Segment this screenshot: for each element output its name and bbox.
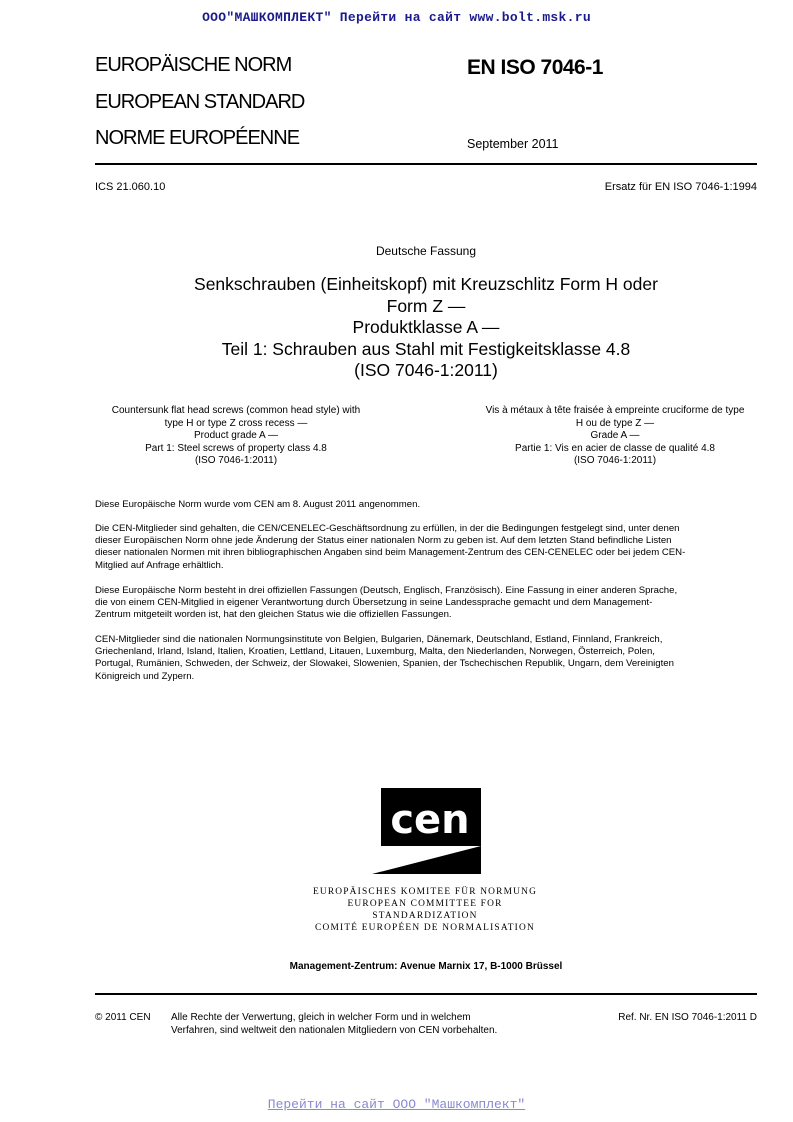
- english-title: [95, 405, 377, 468]
- french-title-line: Vis à métaux à tête fraisée à empreinte cruciforme de type: [485, 405, 745, 416]
- paragraph-line: Die CEN-Mitglieder sind gehalten, die CEN/CENELEC-Geschäftsordnung zu erfüllen, in der die Bedingungen festgelegt sind, unter denen: [95, 523, 680, 534]
- ics-code: ICS 21.060.10: [95, 181, 166, 193]
- paragraph-obligations: [95, 523, 757, 572]
- paragraph-line: Diese Europäische Norm besteht in drei offiziellen Fassungen (Deutsch, Englisch, Französisch). Eine Fassung in einer anderen Sprache,: [95, 585, 678, 596]
- paragraph-line: die von einem CEN-Mitglied in eigener Verantwortung durch Übersetzung in seine Landessprache gemacht und dem Management-: [95, 597, 653, 609]
- english-title-line: Product grade A —: [194, 430, 278, 441]
- paragraph-line: Griechenland, Irland, Island, Italien, Kroatien, Lettland, Litauen, Luxemburg, Malta, den Niederlanden, Norwegen, Österreich, Polen,: [95, 646, 655, 658]
- standard-number: EN ISO 7046-1: [467, 56, 603, 79]
- title-line: Senkschrauben (Einheitskopf) mit Kreuzschlitz Form H oder: [194, 274, 658, 294]
- paragraph-line: Zentrum mitgeteilt worden ist, hat den gleichen Status wie die offiziellen Fassungen.: [95, 609, 452, 621]
- english-title-line: Countersunk flat head screws (common head style) with: [111, 405, 361, 416]
- header-line-en: EUROPEAN STANDARD: [95, 91, 305, 113]
- french-title: [470, 405, 760, 468]
- committee-line: EUROPÄISCHES KOMITEE FÜR NORMUNG: [312, 887, 538, 897]
- french-title-line: (ISO 7046-1:2011): [573, 455, 657, 466]
- paragraph-line: Mitglied auf Anfrage erhältlich.: [95, 559, 224, 571]
- committee-line: EUROPEAN COMMITTEE FOR STANDARDIZATION: [347, 899, 503, 921]
- reference-number: Ref. Nr. EN ISO 7046-1:2011 D: [618, 1012, 757, 1023]
- bottom-banner-link[interactable]: Перейти на сайт ООО "Машкомплект": [267, 1097, 526, 1112]
- cen-logo-text: cen: [390, 797, 470, 843]
- paragraph-line: Diese Europäische Norm wurde vom CEN am 8. August 2011 angenommen.: [95, 499, 421, 510]
- title-line: Produktklasse A —: [352, 317, 500, 337]
- title-line: Form Z —: [386, 295, 466, 316]
- title-line: Teil 1: Schrauben aus Stahl mit Festigkeitsklasse 4.8: [221, 338, 631, 359]
- top-banner: [0, 10, 793, 25]
- english-title-line: (ISO 7046-1:2011): [194, 455, 278, 466]
- copyright: © 2011 CEN: [95, 1012, 151, 1023]
- paragraph-members: [95, 634, 757, 683]
- header-divider: [95, 163, 757, 165]
- supersedes-note: Ersatz für EN ISO 7046-1:1994: [604, 181, 757, 193]
- header-line-fr: NORME EUROPÉENNE: [95, 127, 300, 149]
- header-line-de: EUROPÄISCHE NORM: [95, 54, 292, 76]
- cen-logo: [372, 786, 482, 876]
- english-title-line: type H or type Z cross recess —: [164, 417, 308, 429]
- french-title-line: Grade A —: [590, 430, 640, 441]
- version-label: Deutsche Fassung: [375, 244, 477, 258]
- rights-line: Alle Rechte der Verwertung, gleich in welcher Form und in welchem: [171, 1012, 471, 1023]
- publication-date: September 2011: [467, 137, 559, 151]
- paragraph-versions: [95, 585, 757, 622]
- french-title-line: Partie 1: Vis en acier de classe de qualité 4.8: [515, 442, 715, 454]
- rights-statement: [171, 1012, 497, 1037]
- management-centre-address: Management-Zentrum: Avenue Marnix 17, B-1000 Brüssel: [289, 961, 563, 972]
- rights-line: Verfahren, sind weltweit den nationalen Mitgliedern von CEN vorbehalten.: [171, 1024, 498, 1036]
- document-title: [95, 274, 757, 382]
- paragraph-line: Königreich und Zypern.: [95, 670, 195, 682]
- paragraph-line: dieser nationalen Normen mit ihren bibliographischen Angaben sind beim Management-Zentrum des CEN-CENELEC oder bei jedem CEN-: [95, 547, 686, 559]
- french-title-line: H ou de type Z —: [575, 417, 655, 429]
- footer-divider: [95, 993, 757, 995]
- top-banner-link[interactable]: ООО"МАШКОМПЛЕКТ" Перейти на сайт www.bolt.msk.ru: [202, 10, 591, 25]
- paragraph-line: CEN-Mitglieder sind die nationalen Normungsinstitute von Belgien, Bulgarien, Dänemark, Deutschland, Estland, Finnland, Frankreich,: [95, 634, 663, 645]
- paragraph-line: dieser Europäischen Norm ohne jede Änderung der Status einer nationalen Norm zu geben ist. Auf dem letzten Stand befindliche Listen: [95, 535, 672, 547]
- paragraph-line: Portugal, Rumänien, Schweden, der Schweiz, der Slowakei, Slowenien, Spanien, der Tschechischen Republik, Ungarn, dem Vereinigten: [95, 658, 674, 670]
- paragraph-adoption: [95, 499, 757, 511]
- english-title-line: Part 1: Steel screws of property class 4.8: [145, 442, 327, 454]
- cen-committee-names: [295, 886, 555, 934]
- committee-line: COMITÉ EUROPÉEN DE NORMALISATION: [315, 923, 535, 933]
- title-line: (ISO 7046-1:2011): [354, 360, 498, 380]
